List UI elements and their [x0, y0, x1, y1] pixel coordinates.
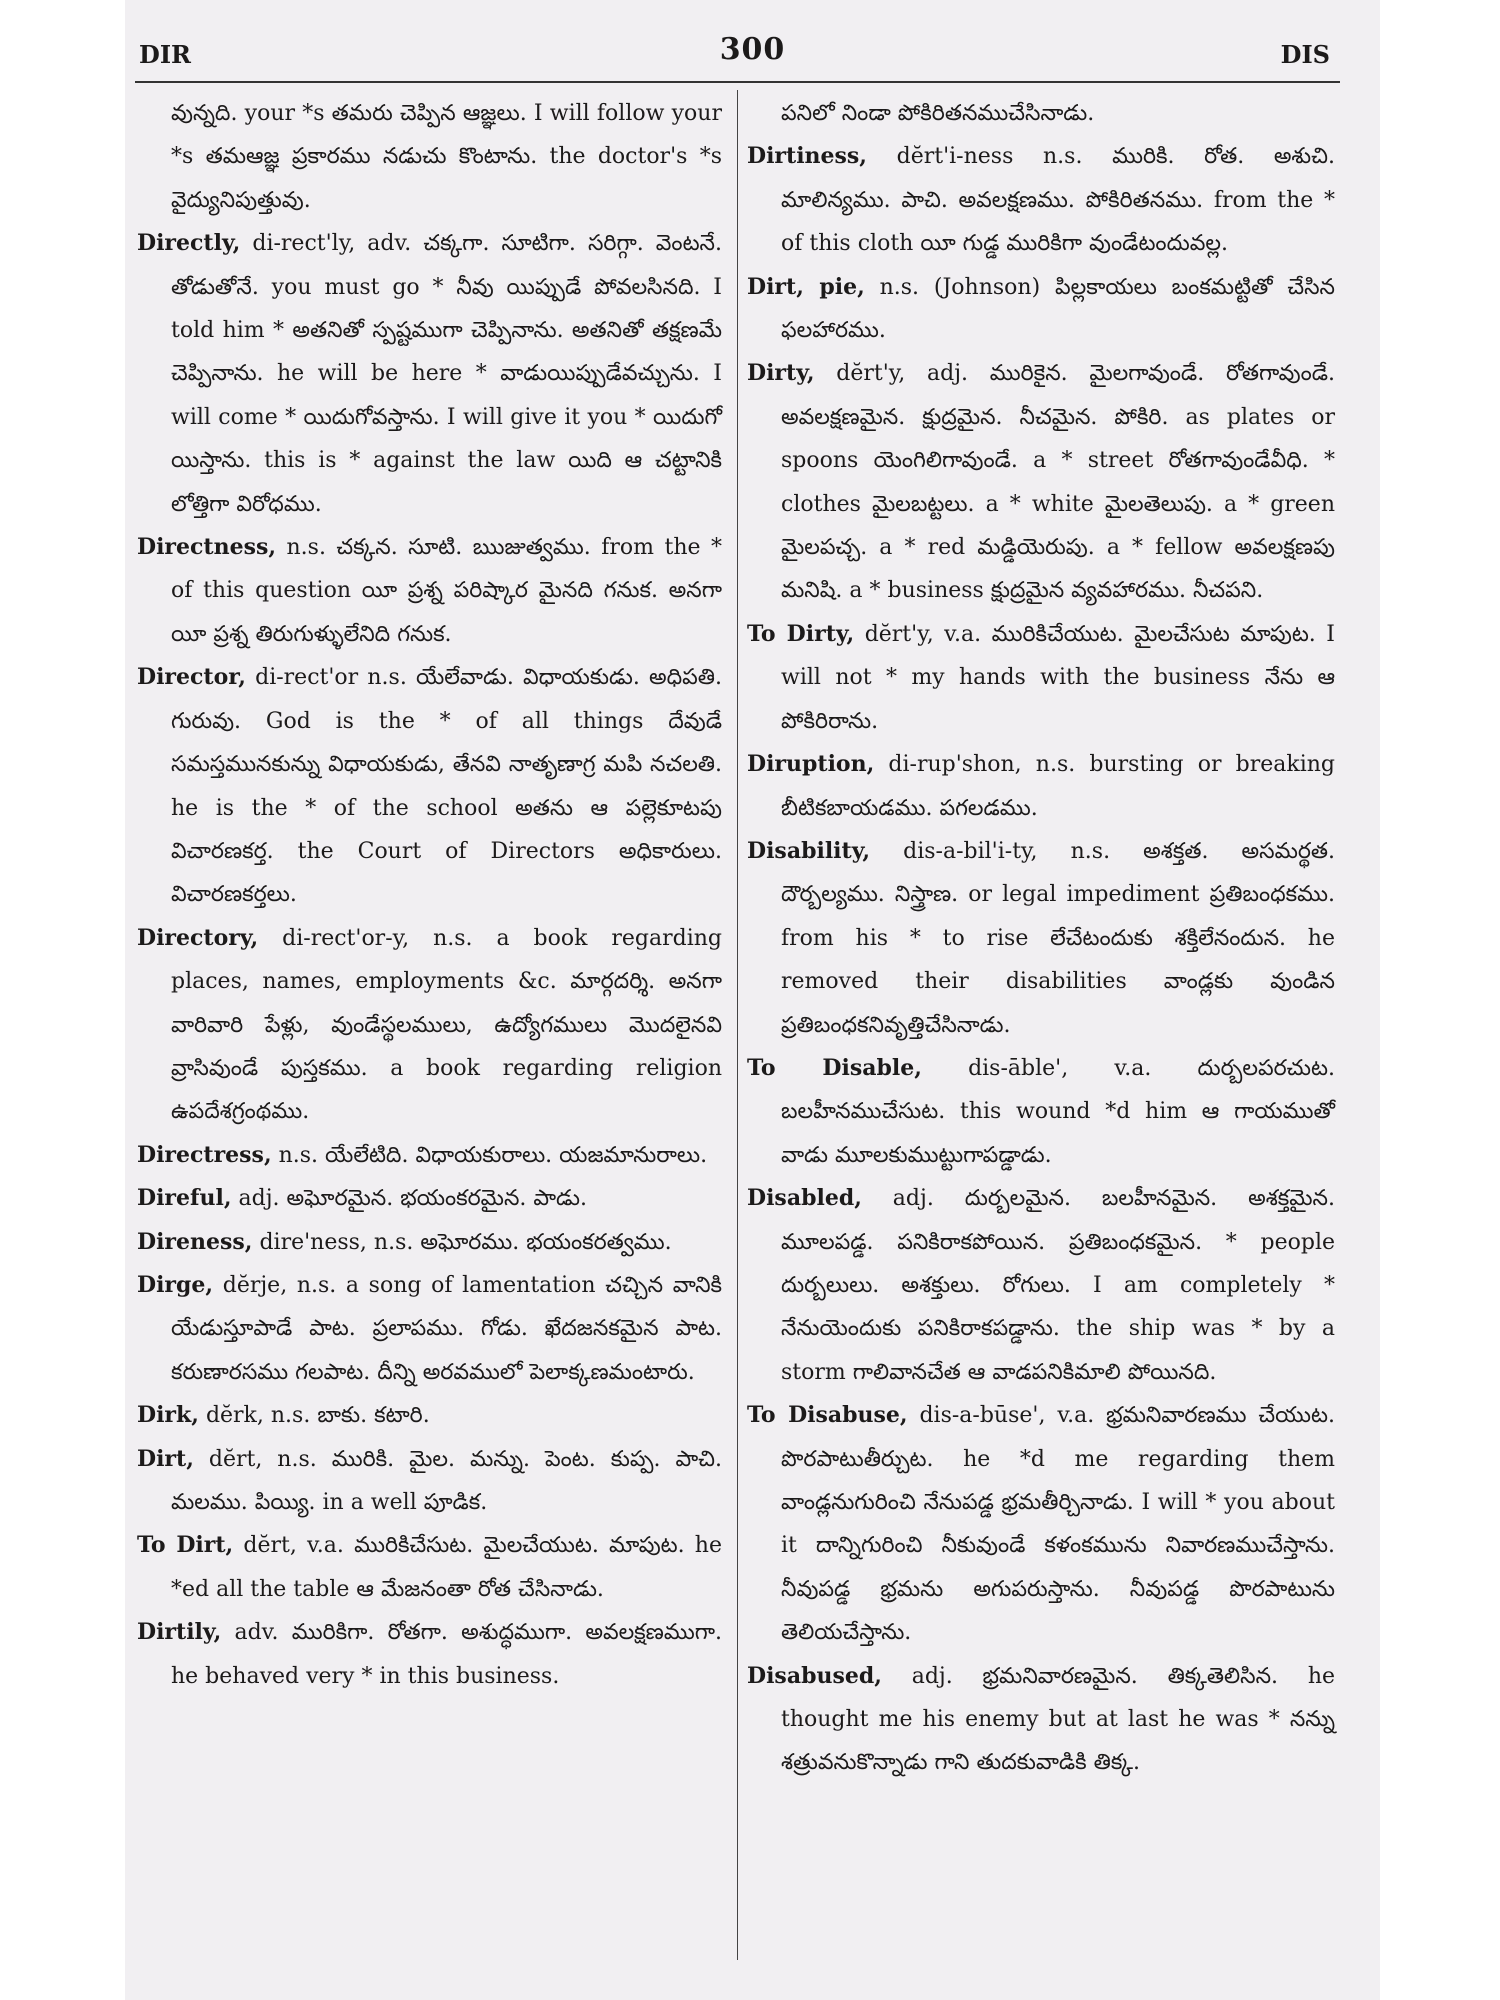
- entry-headword: Dirt, pie,: [747, 273, 865, 300]
- page-number: 300: [719, 32, 786, 67]
- entry-headword: Directly,: [137, 230, 241, 257]
- entry-text: dĕrt'i-ness n.s. మురికి. రోత. అశుచి. మాలిన్యము. పాచి. అవలక్షణము. పోకిరితనము. from the * of this cloth యీ గుడ్డ మురికిగా వుండేటందువల్ల.: [781, 144, 1335, 257]
- entry-text: dis-a-būse', v.a. భ్రమనివారణము చేయుట. పొరపాటుతీర్చుట. he *d me regarding them వాండ్లనుగురించి నేనుపడ్డ భ్రమతీర్చినాడు. I will * you about it దాన్నిగురించి నీకువుండే కళంకమును నివారణముచేస్తాను. నీవుపడ్డ భ్రమను అగుపరుస్తాను. నీవుపడ్డ పొరపాటును తెలియచేస్తాను.: [781, 1403, 1335, 1646]
- entry-headword: Directory,: [137, 924, 259, 951]
- dictionary-entry: [137, 1264, 722, 1394]
- entry-headword: Directness,: [137, 534, 277, 561]
- column-divider: [737, 90, 738, 1960]
- entry-text: dĕrt, v.a. మురికిచేసుట. మైలచేయుట. మాపుట. he *ed all the table ఆ మేజనంతా రోత చేసినాడు.: [171, 1533, 722, 1602]
- dictionary-entry: [137, 1611, 722, 1698]
- entry-text: n.s. యేలేటిది. విధాయకురాలు. యజమానురాలు.: [278, 1142, 708, 1168]
- entry-headword: To Dirt,: [137, 1532, 234, 1559]
- dictionary-entry: [137, 656, 722, 916]
- entry-text: dire'ness, n.s. అఘోరము. భయంకరత్వము.: [259, 1229, 672, 1255]
- dictionary-entry: [137, 1394, 722, 1437]
- dictionary-page: [125, 0, 1380, 2000]
- entry-text: వున్నది. your *s తమరు చెప్పిన ఆజ్ఞలు. I will follow your *s తమఆజ్ఞ ప్రకారము నడుచు కొంటాను. the doctor's *s వైద్యునిపుత్తువు.: [171, 101, 722, 213]
- entry-text: di-rect'or n.s. యేలేవాడు. విధాయకుడు. అధిపతి. గురువు. God is the * of all things దేవుడే సమస్తమునకున్ను విధాయకుడు, తేనవి నాతృణాగ్ర మపి నచలతి. he is the * of the school అతను ఆ పల్లెకూటపు విచారణకర్త. the Court of Directors అధికారులు. విచారణకర్తలు.: [171, 665, 722, 908]
- entry-text: dĕrt, n.s. మురికి. మైల. మన్ను. పెంట. కుప్ప. పాచి. మలము. పియ్యి. in a well పూడిక.: [171, 1446, 722, 1515]
- dictionary-entry: [747, 613, 1335, 743]
- entry-text: di-rect'ly, adv. చక్కగా. సూటిగా. సరిగ్గా. వెంటనే. తోడుతోనే. you must go * నీవు యిప్పుడే పోవలసినది. I told him * అతనితో స్పష్టముగా చెప్పినాను. అతనితో తక్షణమే చెప్పినాను. he will be here * వాడుయిప్పుడేవచ్చును. I will come * యిదుగోవస్తాను. I will give it you * యిదుగో యిస్తాను. this is * against the law యిది ఆ చట్టానికి లోత్తిగా విరోధము.: [171, 231, 722, 517]
- entry-headword: Directress,: [137, 1141, 272, 1168]
- entry-headword: Disabused,: [747, 1662, 882, 1689]
- entry-text: di-rect'or-y, n.s. a book regarding places, names, employments &c. మార్గదర్శి. అనగా వారివారి పేళ్లు, వుండేస్థలములు, ఉద్యోగములు మొదలైనవి వ్రాసివుండే పుస్తకము. a book regarding religion ఉపదేశగ్రంథము.: [171, 925, 722, 1125]
- dictionary-entry: [747, 1655, 1335, 1785]
- entry-text: adj. భ్రమనివారణమైన. తిక్కతెలిసిన. he thought me his enemy but at last he was * నన్ను శత్రువనుకొన్నాడు గాని తుదకువాడికి తిక్క.: [781, 1663, 1336, 1776]
- entry-headword: Diruption,: [747, 751, 875, 778]
- entry-text: n.s. (Johnson) పిల్లకాయలు బంకమట్టితో చేసిన ఫలహారము.: [781, 274, 1335, 344]
- dictionary-entry: [137, 1177, 722, 1220]
- right-guide-word: DIS: [1280, 40, 1330, 69]
- entry-headword: Dirtily,: [137, 1619, 222, 1646]
- entry-text: dĕrk, n.s. బాకు. కటారి.: [205, 1403, 430, 1429]
- entry-headword: Disabled,: [747, 1185, 862, 1212]
- dictionary-entry: [137, 526, 722, 656]
- left-column: [137, 92, 722, 1698]
- entry-text: పనిలో నిండా పోకిరితనముచేసినాడు.: [781, 101, 1095, 126]
- entry-text: adj. అఘోరమైన. భయంకరమైన. పాడు.: [238, 1186, 587, 1212]
- entry-text: di-rup'shon, n.s. bursting or breaking బీటికబాయడము. పగలడము.: [781, 752, 1335, 821]
- entry-text: n.s. చక్కన. సూటి. ఋజుత్వము. from the * of this question యీ ప్రశ్న పరిష్కార మైనది గనుక. అనగా యీ ప్రశ్న తిరుగుళ్ళులేనిది గనుక.: [171, 535, 722, 647]
- dictionary-entry: [137, 917, 722, 1134]
- dictionary-entry: [747, 135, 1335, 265]
- dictionary-entry: [137, 1524, 722, 1611]
- entry-text: dĕrje, n.s. a song of lamentation చచ్చిన వానికి యేడుస్తూపాడే పాట. ప్రలాపము. గోడు. ఖేదజనకమైన పాట. కరుణారసము గలపాట. దీన్ని అరవములో పెలాక్కణమంటారు.: [171, 1272, 723, 1385]
- entry-headword: Direness,: [137, 1228, 253, 1255]
- dictionary-entry: [747, 1177, 1335, 1394]
- dictionary-entry: [747, 830, 1335, 1047]
- dictionary-entry: [747, 92, 1335, 135]
- left-guide-word: DIR: [139, 40, 191, 69]
- dictionary-entry: [747, 1394, 1335, 1654]
- header-rule: [135, 81, 1340, 83]
- entry-headword: Dirk,: [137, 1402, 199, 1429]
- dictionary-entry: [137, 1221, 722, 1264]
- entry-headword: Dirtiness,: [747, 143, 867, 170]
- dictionary-entry: [137, 1438, 722, 1525]
- dictionary-entry: [747, 1047, 1335, 1177]
- entry-headword: Director,: [137, 664, 246, 691]
- dictionary-entry: [747, 743, 1335, 830]
- entry-headword: Dirty,: [747, 360, 815, 387]
- dictionary-entry: [137, 222, 722, 526]
- dictionary-entry: [747, 266, 1335, 353]
- entry-text: dĕrt'y, v.a. మురికిచేయుట. మైలచేసుట మాపుట. I will not * my hands with the business నేను ఆ పోకిరిరాను.: [781, 621, 1335, 734]
- right-column: [747, 92, 1335, 1785]
- entry-text: dis-a-bil'i-ty, n.s. అశక్తత. అసమర్థత. దౌర్బల్యము. నిస్త్రాణ. or legal impediment ప్రతిబంధకము. from his * to rise లేచేటందుకు శక్తిలేనందున. he removed their disabilities వాండ్లకు వుండిన ప్రతిబంధకనివృత్తిచేసినాడు.: [781, 838, 1335, 1038]
- dictionary-entry: [137, 92, 722, 222]
- entry-headword: Dirt,: [137, 1445, 194, 1472]
- entry-text: adj. దుర్బలమైన. బలహీనమైన. అశక్తమైన. మూలపడ్డ. పనికిరాకపోయిన. ప్రతిబంధకమైన. * people దుర్బలులు. అశక్తులు. రోగులు. I am completely * నేనుయెందుకు పనికిరాకపడ్డాను. the ship was * by a storm గాలివానచేత ఆ వాడపనికిమాలి పోయినది.: [781, 1186, 1335, 1385]
- entry-headword: Direful,: [137, 1185, 232, 1212]
- entry-headword: To Disable,: [747, 1054, 922, 1081]
- entry-headword: To Disabuse,: [747, 1402, 908, 1429]
- entry-text: adv. మురికిగా. రోతగా. అశుద్ధముగా. అవలక్షణముగా. he behaved very * in this business.: [171, 1620, 722, 1689]
- entry-headword: Disability,: [747, 837, 871, 864]
- entry-text: dĕrt'y, adj. మురికైన. మైలగావుండే. రోతగావుండే. అవలక్షణమైన. క్షుద్రమైన. నీచమైన. పోకిరి. as plates or spoons యెంగిలిగావుండే. a * street రోతగావుండేవీధి. * clothes మైలబట్టలు. a * white మైలతెలుపు. a * green మైలపచ్చ. a * red మడ్డియెరుపు. a * fellow అవలక్షణపు మనిషి. a * business క్షుద్రమైన వ్యవహారము. నీచపని.: [781, 361, 1335, 604]
- entry-text: dis-āble', v.a. దుర్బలపరచుట. బలహీనముచేసుట. this wound *d him ఆ గాయముతో వాడు మూలకుముట్టుగాపడ్డాడు.: [781, 1055, 1335, 1168]
- dictionary-entry: [747, 352, 1335, 612]
- dictionary-entry: [137, 1134, 722, 1177]
- entry-headword: To Dirty,: [747, 620, 855, 647]
- entry-headword: Dirge,: [137, 1271, 214, 1298]
